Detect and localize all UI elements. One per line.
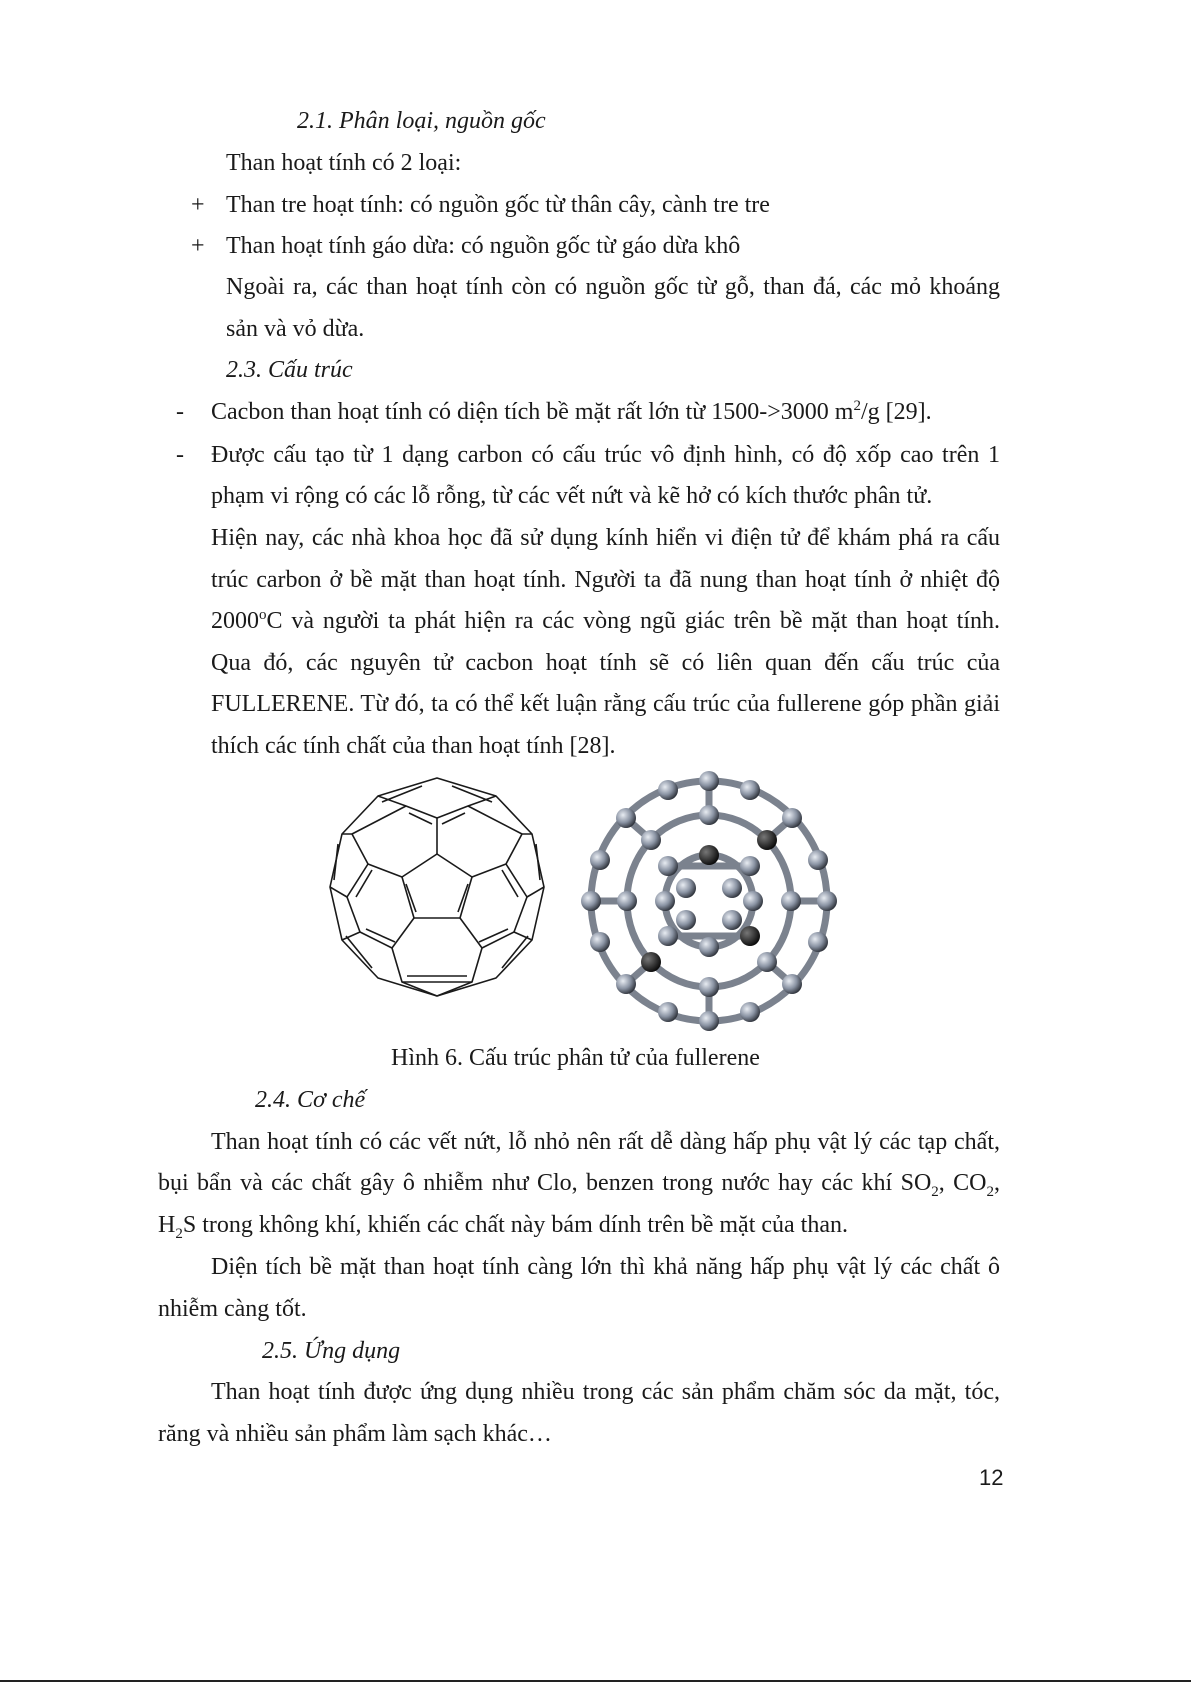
dash-marker: -	[176, 442, 184, 468]
paragraph-line: thích các tính chất của than hoạt tính [28].	[211, 733, 616, 759]
paragraph-line: Than hoạt tính được ứng dụng nhiều trong các sản phẩm chăm sóc da mặt, tóc,	[211, 1379, 1000, 1405]
paragraph-line: Than hoạt tính có các vết nứt, lỗ nhỏ nên rất dễ dàng hấp phụ vật lý các tạp chất,	[211, 1129, 1000, 1155]
paragraph-line: $H_2S$ trong không khí, khiến các chất này bám dính trên bề mặt của than.	[158, 1212, 848, 1242]
central-pentagon	[402, 854, 472, 918]
heading-2-3: 2.3. Cấu trúc	[226, 357, 353, 383]
paragraph-line: bụi bẩn và các chất gây ô nhiễm như Clo, benzen trong nước hay các khí $SO_2$, $CO_2$,	[158, 1170, 1001, 1200]
paragraph-line: Qua đó, các nguyên tử cacbon hoạt tính sẽ có liên quan đến cấu trúc của	[211, 650, 1000, 676]
list-item: Than hoạt tính gáo dừa: có nguồn gốc từ gáo dừa khô	[226, 233, 741, 259]
list-item-continuation: phạm vi rộng có các lỗ rỗng, từ các vết nứt và kẽ hở có kích thước phân tử.	[211, 483, 933, 509]
fullerene-ball-model	[578, 770, 840, 1032]
paragraph-line: 2000$^o$C và người ta phát hiện ra các vòng ngũ giác trên bề mặt than hoạt tính.	[211, 607, 1000, 634]
paragraph-line: Ngoài ra, các than hoạt tính còn có nguồn gốc từ gỗ, than đá, các mỏ khoáng	[226, 274, 1000, 300]
figure-caption: Hình 6. Cấu trúc phân tử của fullerene	[391, 1045, 760, 1071]
heading-2-5: 2.5. Ứng dụng	[262, 1338, 401, 1364]
intro-text: Than hoạt tính có 2 loại:	[226, 150, 462, 176]
list-item: Cacbon than hoạt tính có diện tích bề mặt rất lớn từ 1500->3000 $m^2/g$ [29].	[211, 398, 932, 425]
list-item: Được cấu tạo từ 1 dạng carbon có cấu trúc vô định hình, có độ xốp cao trên 1	[211, 442, 1000, 468]
paragraph-line: trúc carbon ở bề mặt than hoạt tính. Người ta đã nung than hoạt tính ở nhiệt độ	[211, 567, 1000, 593]
heading-2-4: 2.4. Cơ chế	[255, 1087, 366, 1113]
bottom-rule	[0, 1680, 1191, 1682]
heading-2-1: 2.1. Phân loại, nguồn gốc	[297, 108, 546, 134]
page-number: 12	[979, 1465, 1004, 1490]
paragraph-line: răng và nhiều sản phẩm làm sạch khác…	[158, 1421, 552, 1447]
dash-marker: -	[176, 399, 184, 425]
paragraph-line: FULLERENE. Từ đó, ta có thể kết luận rằng cấu trúc của fullerene góp phần giải	[211, 691, 1000, 717]
paragraph-line: sản và vỏ dừa.	[226, 316, 365, 342]
list-item: Than tre hoạt tính: có nguồn gốc từ thân cây, cành tre tre	[226, 192, 770, 218]
plus-marker: +	[191, 192, 205, 218]
paragraph-line: Hiện nay, các nhà khoa học đã sử dụng kính hiển vi điện tử để khám phá ra cấu	[211, 525, 1000, 551]
fullerene-line-drawing	[322, 772, 552, 1002]
paragraph-line: Diện tích bề mặt than hoạt tính càng lớn thì khả năng hấp phụ vật lý các chất ô	[211, 1254, 1000, 1280]
plus-marker: +	[191, 233, 205, 259]
paragraph-line: nhiễm càng tốt.	[158, 1296, 307, 1322]
